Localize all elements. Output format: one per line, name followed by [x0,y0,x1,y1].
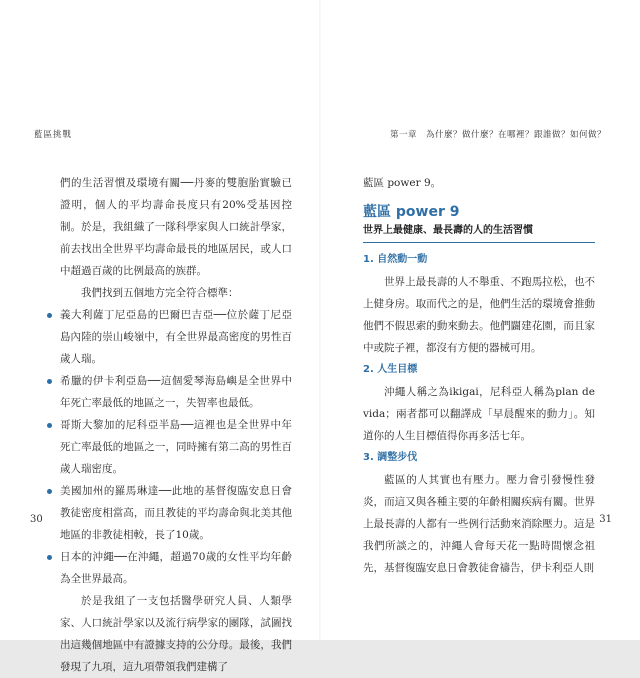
bullet-dot-icon [47,489,52,494]
bullet-item: 希臘的伊卡利亞島──這個愛琴海島嶼是全世界中年死亡率最低的地區之一，失智率也最低。 [60,370,292,414]
left-page [0,0,320,673]
left-text-block [60,172,292,678]
bullet-item: 義大利薩丁尼亞島的巴爾巴吉亞──位於薩丁尼亞島內陸的崇山峻嶺中，有全世界最高密度的男性百歲人瑞。 [60,304,292,370]
bullet-item: 日本的沖繩──在沖繩，超過70歲的女性平均年齡為全世界最高。 [60,546,292,590]
bullet-item: 哥斯大黎加的尼科亞半島──這裡也是全世界中年死亡率最低的地區之一，同時擁有第二高的男性百歲人瑞密度。 [60,414,292,480]
right-running-head: 第一章 為什麼？做什麼？在哪裡？跟誰做？如何做？ [389,130,606,140]
right-page [320,0,640,640]
item-heading: 1. 自然動一動 [363,254,428,265]
bullet-dot-icon [47,555,52,560]
right-page-number: 31 [599,514,612,525]
left-paragraph-3: 於是我組了一支包括醫學研究人員、人類學家、人口統計學家以及流行病學家的團隊，試圖找出這幾個地區中有證據支持的公分母。最後，我們發現了九項，這九項帶領我們建構了 [60,595,292,673]
bullet-dot-icon [47,379,52,384]
left-page-number: 30 [30,514,43,525]
left-running-head: 藍區挑戰 [34,130,73,140]
item-body: 沖繩人稱之為ikigai，尼科亞人稱為plan de vida；兩者都可以翻譯成「早晨醒來的動力」。知道你的人生目標值得你再多活七年。 [363,386,595,442]
bullet-dot-icon [47,423,52,428]
left-paragraph-1: 們的生活習慣及環境有關──丹麥的雙胞胎實驗已證明，個人的平均壽命長度只有20%受基因控制。於是，我組織了一隊科學家與人口統計學家，前去找出全世界平均壽命最長的地區居民，或人口中超過百歲的比例最高的族群。 [60,177,292,277]
item-body: 世界上最長壽的人不舉重、不跑馬拉松，也不上健身房。取而代之的是，他們生活的環境會推動他們不假思索的動來動去。他們闢建花園，而且家中或院子裡，都沒有方便的器械可用。 [363,276,595,354]
left-bullet-list [60,304,292,590]
item-heading: 2. 人生目標 [363,364,418,375]
intro-line: 藍區 power 9。 [363,177,442,189]
item-body: 藍區的人其實也有壓力。壓力會引發慢性發炎，而這又與各種主要的年齡相關疾病有關。世界上最長壽的人都有一些例行活動來消除壓力。這是我們所談之的，沖繩人會每天花一點時間懷念祖先，基督復臨安息日會教徒會禱告，伊卡利亞人則 [363,474,595,574]
left-paragraph-2: 我們找到五個地方完全符合標準： [81,287,239,299]
bullet-item: 美國加州的羅馬琳達──此地的基督復臨安息日會教徒密度相當高，而且教徒的平均壽命與北美其他地區的非教徒相較，長了10歲。 [60,480,292,546]
section-title: 藍區 power 9 [363,204,460,220]
item-heading: 3. 調整步伐 [363,452,418,463]
bullet-dot-icon [47,313,52,318]
section-subtitle: 世界上最健康、最長壽的人的生活習慣 [363,222,595,243]
right-text-block [363,172,595,579]
